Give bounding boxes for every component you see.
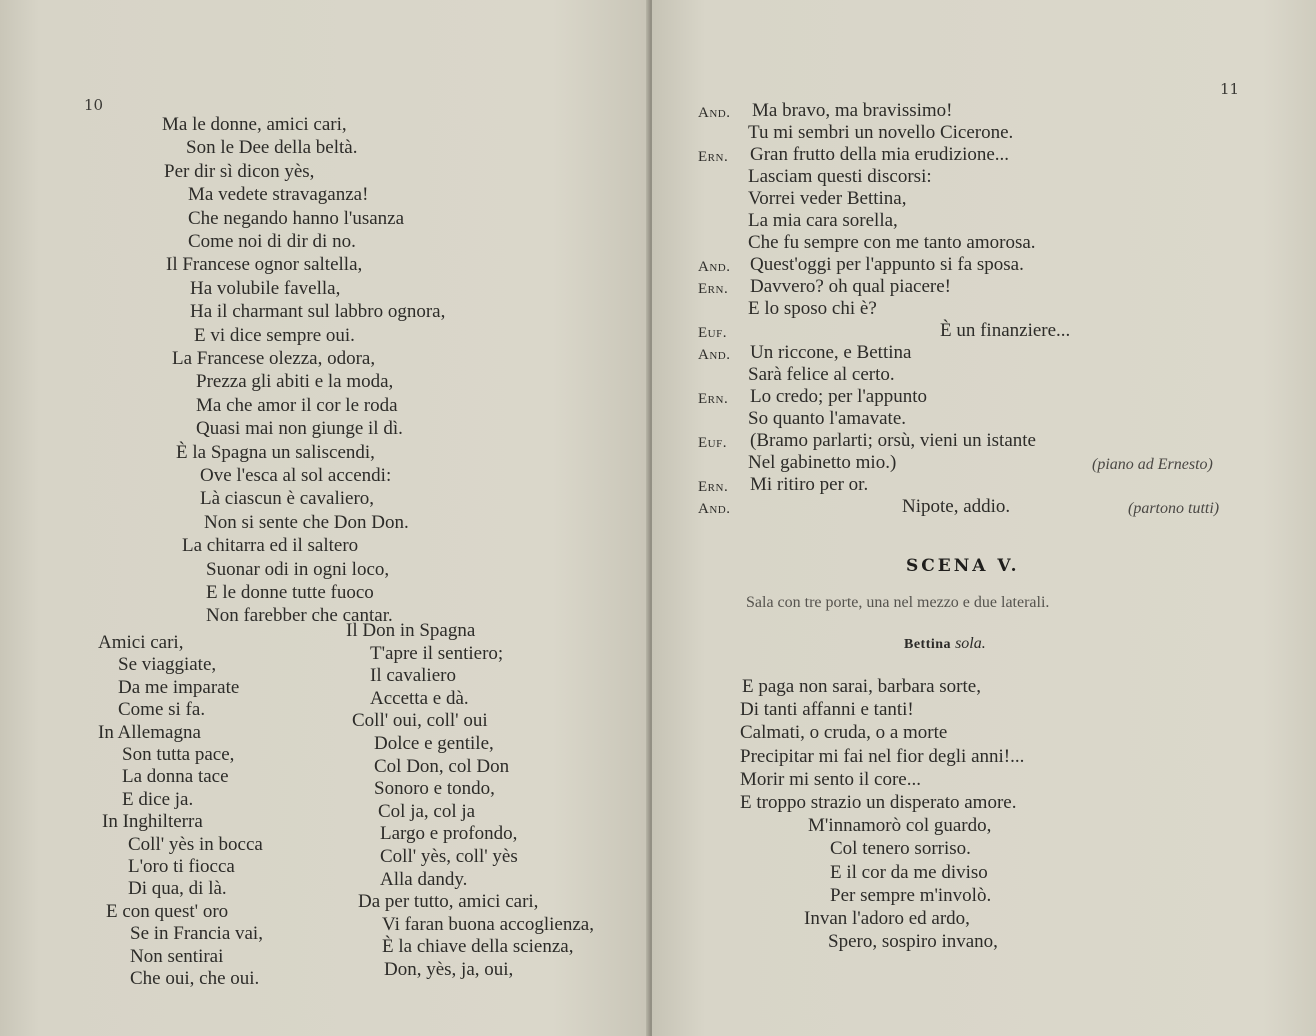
verse-line: Da me imparate	[118, 676, 240, 698]
monologue-line: Spero, sospiro invano,	[828, 931, 998, 953]
dialogue-line: Gran frutto della mia erudizione...	[750, 144, 1010, 165]
verse-line: Col Don, col Don	[374, 755, 510, 777]
dialogue-line: Nel gabinetto mio.)	[748, 452, 897, 473]
verse-line: L'oro ti fiocca	[128, 856, 235, 877]
verse-line: Non si sente che Don Don.	[204, 511, 409, 533]
dialogue-line: Lo credo; per l'appunto	[750, 386, 928, 407]
speaker-label: Ern.	[698, 149, 729, 165]
verse-line: T'apre il sentiero;	[370, 642, 504, 664]
dialogue-line: La mia cara sorella,	[748, 210, 898, 231]
monologue-line: Precipitar mi fai nel fior degli anni!...	[740, 745, 1025, 767]
verse-line: Ma che amor il cor le roda	[196, 394, 398, 416]
verse-line: Ha volubile favella,	[190, 277, 341, 299]
character-direction: sola.	[955, 635, 986, 652]
verse-line: In Allemagna	[98, 721, 201, 743]
speaker-label: And.	[698, 347, 731, 363]
verse-line: Da per tutto, amici cari,	[358, 891, 539, 913]
monologue-line: Di tanti affanni e tanti!	[740, 699, 914, 721]
verse-line: Quasi mai non giunge il dì.	[196, 418, 403, 440]
stage-direction: (piano ad Ernesto)	[1092, 456, 1213, 473]
verse-line: La chitarra ed il saltero	[182, 535, 359, 557]
verse-line: Accetta e dà.	[370, 687, 469, 709]
verse-line: Come si fa.	[118, 699, 206, 721]
monologue-line: E il cor da me diviso	[830, 861, 988, 883]
verse-line: Amici cari,	[98, 632, 184, 653]
monologue-line: Col tenero sorriso.	[830, 838, 971, 860]
verse-line: Il cavaliero	[370, 665, 456, 687]
speaker-label: And.	[698, 105, 731, 121]
verse-line: Vi faran buona accoglienza,	[382, 913, 594, 935]
speaker-label: Ern.	[698, 479, 729, 495]
verse-line: Son tutta pace,	[122, 744, 235, 765]
verse-line: Se in Francia vai,	[130, 923, 263, 945]
verse-line: Se viaggiate,	[118, 654, 217, 676]
verse-line: È la Spagna un saliscendi,	[176, 441, 375, 463]
dialogue-line: Nipote, addio.	[902, 496, 1011, 517]
verse-line: Coll' oui, coll' oui	[352, 710, 488, 732]
scene-heading: SCENA V.	[906, 556, 1020, 576]
dialogue-line: Davvero? oh qual piacere!	[750, 276, 951, 297]
speaker-label: Euf.	[698, 435, 727, 451]
verse-line: La donna tace	[122, 766, 229, 788]
speaker-label: And.	[698, 259, 731, 275]
verse-line: E con quest' oro	[106, 900, 229, 922]
verse-line: E dice ja.	[122, 788, 194, 810]
verse-line: Di qua, di là.	[128, 878, 227, 900]
right-page	[652, 0, 1316, 1036]
page-number-left: 10	[84, 96, 104, 114]
speaker-label: Ern.	[698, 391, 729, 407]
character-name: Bettina	[904, 637, 952, 652]
verse-line: Non sentirai	[130, 945, 224, 967]
verse-line: Ma vedete stravaganza!	[188, 184, 369, 206]
page-number-right: 11	[1220, 80, 1240, 98]
verse-line: Il Francese ognor saltella,	[166, 254, 363, 276]
monologue-line: E troppo strazio un disperato amore.	[740, 792, 1017, 813]
monologue-line: E paga non sarai, barbara sorte,	[742, 676, 981, 697]
verse-line: Coll' yès, coll' yès	[380, 846, 518, 867]
monologue-line: Morir mi sento il core...	[740, 768, 921, 790]
verse-line: Ha il charmant sul labbro ognora,	[190, 301, 446, 323]
verse-line: È la chiave della scienza,	[382, 936, 574, 958]
verse-line: Largo e profondo,	[380, 823, 518, 845]
verse-line: Che negando hanno l'usanza	[188, 207, 405, 229]
dialogue-line: Mi ritiro per or.	[750, 474, 869, 495]
speaker-label: Ern.	[698, 281, 729, 297]
speaker-label: Euf.	[698, 325, 727, 341]
verse-line: Alla dandy.	[380, 868, 468, 890]
verse-line: Che oui, che oui.	[130, 968, 260, 989]
left-page	[0, 0, 650, 1036]
dialogue-line: (Bramo parlarti; orsù, vieni un istante	[750, 430, 1036, 451]
monologue-line: Calmati, o cruda, o a morte	[740, 722, 948, 744]
dialogue-line: È un finanziere...	[940, 320, 1071, 341]
verse-line: Suonar odi in ogni loco,	[206, 558, 390, 580]
verse-line: Don, yès, ja, oui,	[384, 959, 514, 980]
monologue-line: Per sempre m'involò.	[830, 884, 992, 906]
dialogue-line: Vorrei veder Bettina,	[748, 188, 907, 209]
verse-line: Coll' yès in bocca	[128, 833, 263, 855]
verse-line: Ove l'esca al sol accendi:	[200, 465, 392, 486]
dialogue-line: Ma bravo, ma bravissimo!	[752, 100, 953, 121]
monologue-line: Invan l'adoro ed ardo,	[804, 908, 970, 929]
verse-line: Non farebber che cantar.	[206, 605, 393, 627]
verse-line: Son le Dee della beltà.	[186, 137, 358, 159]
dialogue-line: Tu mi sembri un novello Cicerone.	[748, 122, 1014, 143]
verse-line: Per dir sì dicon yès,	[164, 160, 315, 182]
dialogue-line: Sarà felice al certo.	[748, 364, 895, 385]
character-line	[904, 635, 986, 653]
scene-setting: Sala con tre porte, una nel mezzo e due laterali.	[746, 594, 1050, 611]
verse-line: Sonoro e tondo,	[374, 778, 495, 800]
dialogue-line: So quanto l'amavate.	[748, 408, 907, 429]
verse-line: Il Don in Spagna	[346, 620, 476, 641]
dialogue-line: Un riccone, e Bettina	[750, 342, 912, 363]
stage-direction: (partono tutti)	[1128, 500, 1220, 517]
verse-line: Là ciascun è cavaliero,	[200, 488, 375, 510]
verse-line: E vi dice sempre oui.	[194, 324, 355, 346]
verse-line: Come noi di dir di no.	[188, 231, 356, 252]
verse-line: Prezza gli abiti e la moda,	[196, 371, 394, 393]
verse-line: La Francese olezza, odora,	[172, 348, 376, 369]
dialogue-line: Lasciam questi discorsi:	[748, 166, 932, 187]
dialogue-line: E lo sposo chi è?	[748, 298, 877, 319]
speaker-label: And.	[698, 501, 731, 517]
verse-line: Col ja, col ja	[378, 800, 476, 822]
verse-line: Ma le donne, amici cari,	[162, 114, 347, 135]
verse-line: Dolce e gentile,	[374, 733, 494, 754]
dialogue-line: Quest'oggi per l'appunto si fa sposa.	[750, 254, 1024, 275]
dialogue-line: Che fu sempre con me tanto amorosa.	[748, 232, 1036, 253]
verse-line: E le donne tutte fuoco	[206, 582, 374, 603]
verse-line: In Inghilterra	[102, 811, 203, 833]
monologue-line: M'innamorò col guardo,	[808, 815, 992, 837]
